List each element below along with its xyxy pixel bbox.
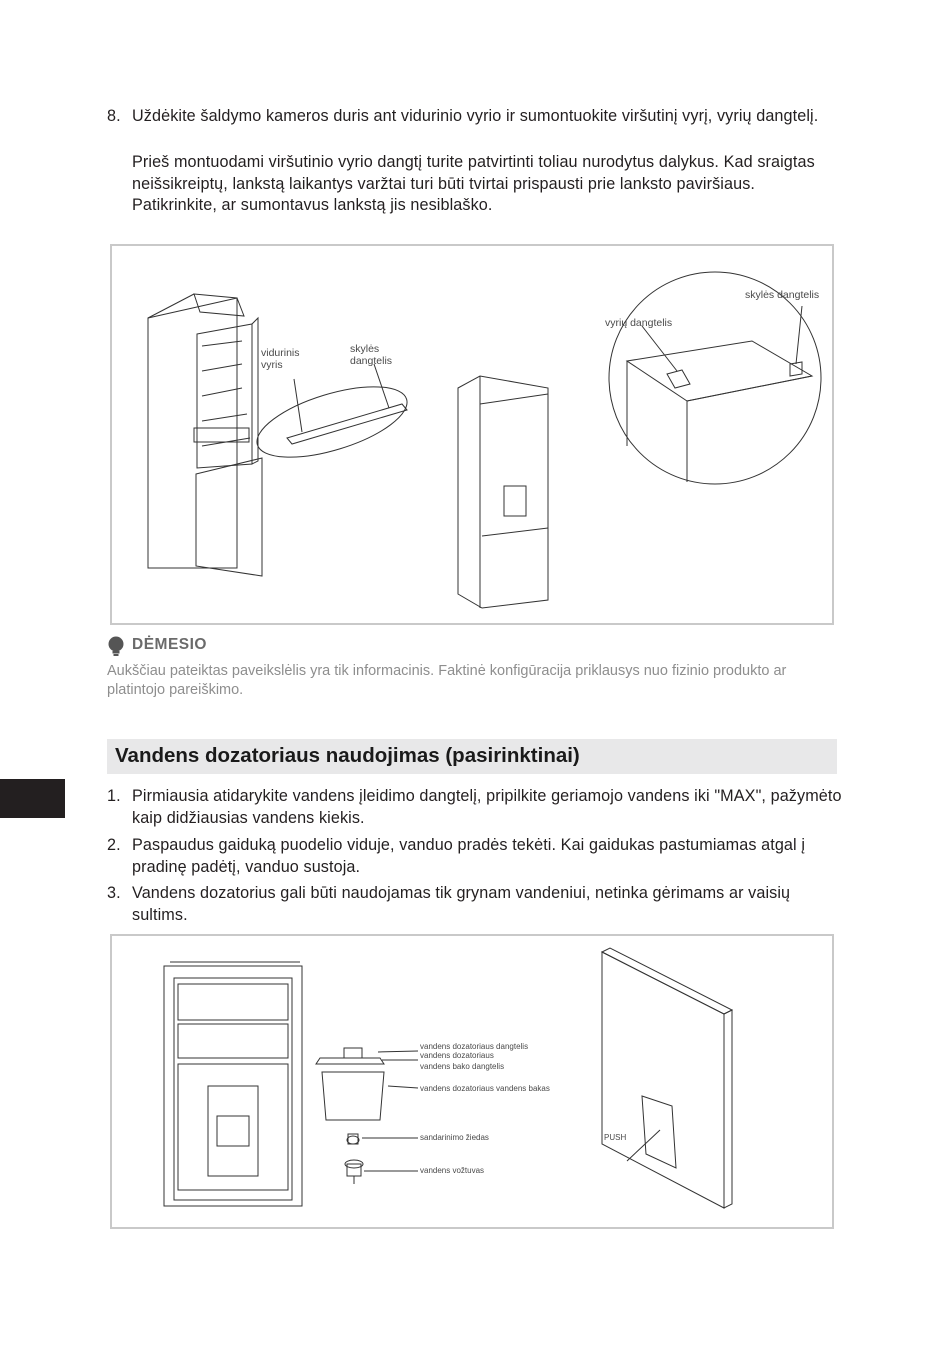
label-line: vandens dozatoriaus: [420, 1051, 494, 1060]
label-valve: vandens vožtuvas: [420, 1166, 485, 1175]
figure-water-dispenser: [110, 934, 834, 1229]
label-seal: sandarinimo žiedas: [420, 1133, 489, 1142]
step-8-text-2: Prieš montuodami viršutinio vyrio dangtį turite patvirtinti toliau nurodytus dalykus. Kad sraigtas neišsikreiptų, lankstą laikantys varžtai turi būti tvirtai prispausti prie lankstо paviršiaus. Patikrinkite, ar sumontavus lankstą jis nesiblaško.: [132, 153, 815, 214]
step-text: Pirmiausia atidarykite vandens įleidimo dangtelį, pripilkite geriamojo vandens iki "MAX", pažymėto kaip didžiausias vandens kiekis.: [132, 787, 842, 827]
chapter-tab: [0, 779, 65, 818]
section-title: Vandens dozatoriaus naudojimas (pasirinktinai): [115, 744, 580, 767]
section-header: [107, 739, 837, 774]
step-number: 8.: [107, 107, 121, 125]
label-middle-hinge: [261, 347, 300, 371]
figure-hinge-assembly: [110, 244, 834, 625]
note-text: Aukščiau pateiktas paveikslėlis yra tik informacinis. Faktinė konfigūracija priklausys nuo fizinio produkto ar platintojo pareiškimo.: [107, 663, 787, 698]
label-dispenser-tank-cover: [420, 1051, 504, 1072]
label-line: vyris: [261, 359, 283, 371]
step-text: Paspaudus gaiduką puodelio viduje, vanduo pradės tekėti. Kai gaidukas pastumiamas atgal į pradinę padėtį, vanduo sustoja.: [132, 836, 806, 876]
label-push: PUSH: [604, 1133, 627, 1142]
note-title: DĖMESIO: [132, 636, 207, 653]
step-number: 2.: [107, 836, 121, 854]
step-8-text-1: Uždėkite šaldymo kameros duris ant vidurinio vyrio ir sumontuokite viršutinį vyrį, vyrių dangtelį.: [132, 107, 819, 125]
label-tank: vandens dozatoriaus vandens bakas: [420, 1084, 550, 1093]
label-line: skylės: [350, 343, 380, 355]
label-hole-cover: [350, 343, 392, 367]
label-line: dangtelis: [350, 355, 393, 367]
label-dispenser-cover: vandens dozatoriaus dangtelis: [420, 1042, 529, 1051]
lightbulb-icon: [107, 636, 125, 656]
step-number: 3.: [107, 884, 121, 902]
label-line: vidurinis: [261, 347, 300, 359]
label-line: vandens bako dangtelis: [420, 1062, 505, 1071]
label-hinge-cover: vyrių dangtelis: [605, 317, 673, 329]
label-hole-cover-right: skylės dangtelis: [745, 289, 820, 301]
step-number: 1.: [107, 787, 121, 805]
hinge-illustration: [112, 246, 836, 627]
step-text: Vandens dozatorius gali būti naudojamas tik grynam vandeniui, netinka gėrimams ar vaisių sultims.: [132, 884, 791, 924]
